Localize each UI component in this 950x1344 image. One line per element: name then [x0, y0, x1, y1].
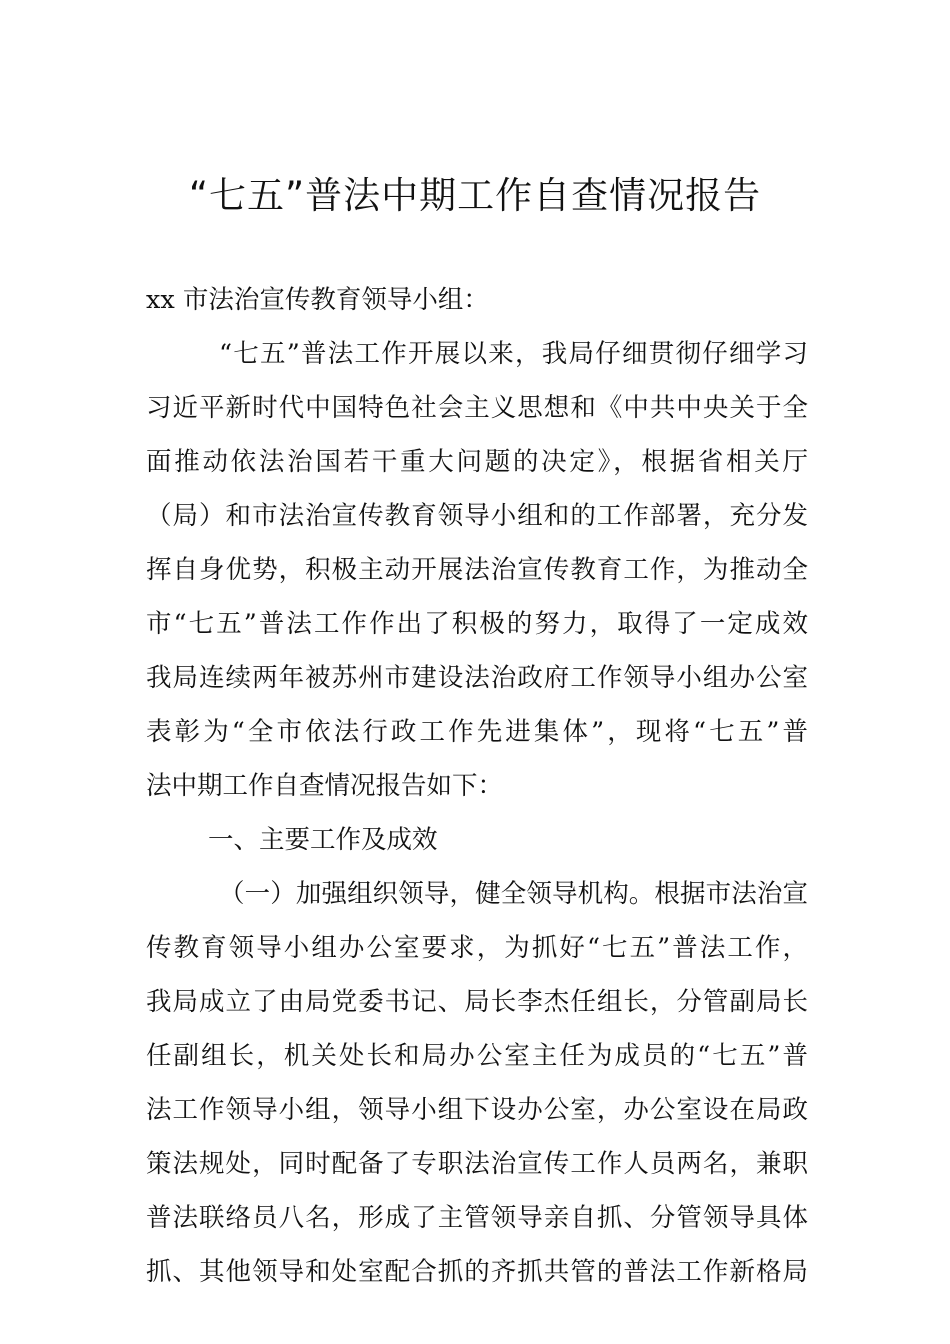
paragraph-line: 法中期工作自查情况报告如下： [146, 771, 504, 801]
paragraph-line: 法工作领导小组，领导小组下设办公室，办公室设在局政 [146, 1095, 808, 1125]
paragraph-line: 抓、其他领导和处室配合抓的齐抓共管的普法工作新格局 [146, 1257, 808, 1287]
document-title: “七五”普法中期工作自查情况报告 [188, 174, 762, 217]
paragraph-line: 我局连续两年被苏州市建设法治政府工作领导小组办公室 [146, 663, 808, 693]
paragraph-line: （局）和市法治宣传教育领导小组和的工作部署，充分发 [146, 501, 808, 531]
paragraph-line: 习近平新时代中国特色社会主义思想和《中共中央关于全 [146, 393, 808, 423]
paragraph-line: 策法规处，同时配备了专职法治宣传工作人员两名，兼职 [146, 1149, 808, 1179]
paragraph-line: 表彰为“全市依法行政工作先进集体”，现将“七五”普 [146, 717, 808, 747]
paragraph-line: 普法联络员八名，形成了主管领导亲自抓、分管领导具体 [146, 1203, 808, 1233]
paragraph-line: “七五”普法工作开展以来，我局仔细贯彻仔细学习 [219, 339, 808, 369]
paragraph-line: 我局成立了由局党委书记、局长李杰任组长，分管副局长 [146, 987, 808, 1017]
paragraph-line: 任副组长，机关处长和局办公室主任为成员的“七五”普 [146, 1041, 808, 1071]
paragraph-line: 传教育领导小组办公室要求，为抓好“七五”普法工作， [146, 933, 808, 963]
paragraph-line: 市“七五”普法工作作出了积极的努力，取得了一定成效 [146, 609, 808, 639]
paragraph-line: 挥自身优势，积极主动开展法治宣传教育工作，为推动全 [146, 555, 808, 585]
salutation-line: xx 市法治宣传教育领导小组： [146, 285, 489, 315]
section-heading: 一、主要工作及成效 [208, 825, 438, 855]
paragraph-line: （一）加强组织领导，健全领导机构。根据市法治宣 [219, 879, 808, 909]
document-body [146, 278, 808, 1304]
paragraph-line: 面推动依法治国若干重大问题的决定》，根据省相关厅 [146, 447, 808, 477]
